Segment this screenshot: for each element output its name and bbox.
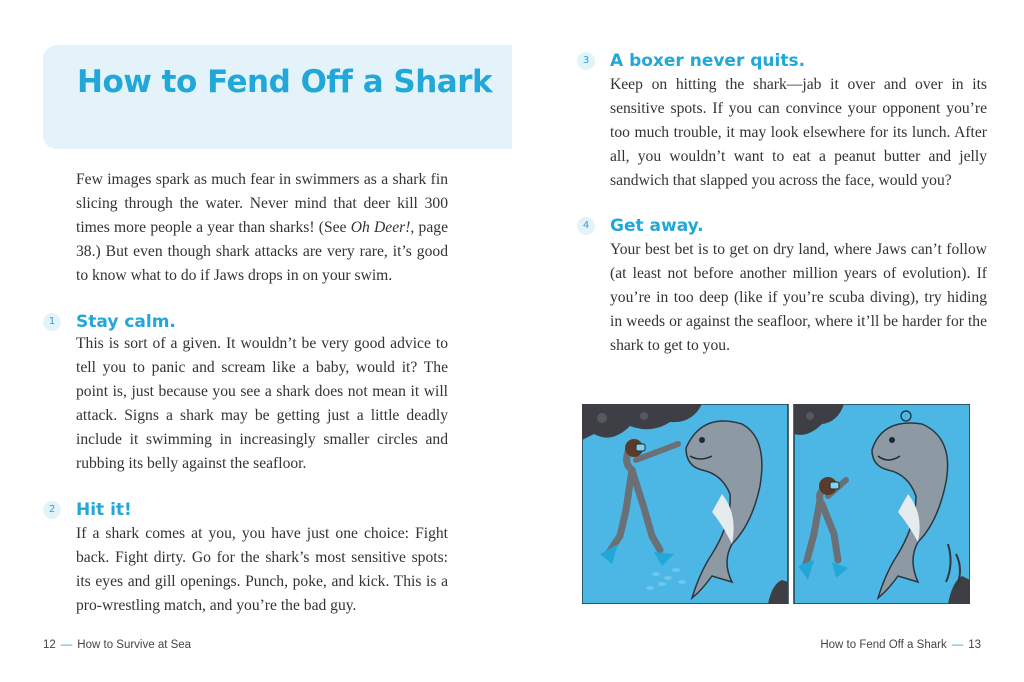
footer-dash: — — [60, 639, 73, 651]
page-number: 13 — [968, 639, 981, 651]
diver-mask — [636, 444, 645, 451]
page-title: How to Fend Off a Shark — [77, 64, 493, 100]
rock-detail — [806, 412, 814, 420]
title-box — [43, 45, 512, 149]
step-text: Keep on hitting the shark—jab it over and over in its sensitive spots. If you can convince your opponent you’re too much trouble, it may look elsewhere for its lunch. After all, you wouldn’t want to eat a peanut butter and jelly sandwich that slapped you across the face, would you? — [610, 76, 987, 189]
step-text: Your best bet is to get on dry land, where Jaws can’t follow (at least not before another million years of evolution). If you’re in too deep (like if you’re scuba diving), try hiding in weeds or against the seafloor, where it’ll be harder for the shark to get to you. — [610, 241, 987, 354]
step-text: If a shark comes at you, you have just one choice: Fight back. Fight dirty. Go for the shark’s most sensitive spots: its eyes and gill openings. Punch, poke, and kick. This is a pro-wrestling match, and you’re the bad guy. — [76, 525, 448, 614]
intro-reference-title: Oh Deer! — [350, 219, 411, 236]
intro-text-end: , page 38.) But even though shark attacks are very rare, it’s good to know what to do if Jaws drops in on your swim. — [76, 219, 448, 284]
step-title: Get away. — [610, 216, 704, 236]
shark-illustration — [582, 404, 970, 604]
step-title: Stay calm. — [76, 312, 176, 332]
step-title: Hit it! — [76, 500, 132, 520]
footer-dash: — — [951, 639, 964, 651]
step-text: This is sort of a given. It wouldn’t be very good advice to tell you to panic and scream like a baby, would it? The point is, just because you see a shark does not mean it will attack. Signs a shark may be getting just a little deadly include it swimming in increasingly smaller circles and rubbing its belly against the seafloor. — [76, 335, 448, 472]
shark-eye — [699, 437, 705, 443]
right-footer — [820, 639, 981, 651]
diver-mask — [830, 482, 839, 489]
intro-paragraph — [76, 168, 448, 288]
panel-1-diver-punching-shark — [582, 404, 788, 604]
step-number-badge: 4 — [577, 217, 595, 235]
step-number-badge: 1 — [43, 313, 61, 331]
running-head: How to Fend Off a Shark — [820, 639, 947, 651]
rock-detail — [640, 412, 648, 420]
panel-2-diver-escaping — [794, 404, 970, 604]
step-number-badge: 2 — [43, 501, 61, 519]
step-title: A boxer never quits. — [610, 51, 806, 71]
shark-eye — [889, 437, 895, 443]
left-footer — [43, 639, 191, 651]
rock-detail — [597, 413, 607, 423]
intro-text-start: Few images spark as much fear in swimmers as a shark fin slicing through the water. Never mind that deer kill 300 times more people a year than sharks! (See — [76, 171, 448, 236]
page-number: 12 — [43, 639, 56, 651]
step-number-badge: 3 — [577, 52, 595, 70]
running-head: How to Survive at Sea — [77, 639, 192, 651]
